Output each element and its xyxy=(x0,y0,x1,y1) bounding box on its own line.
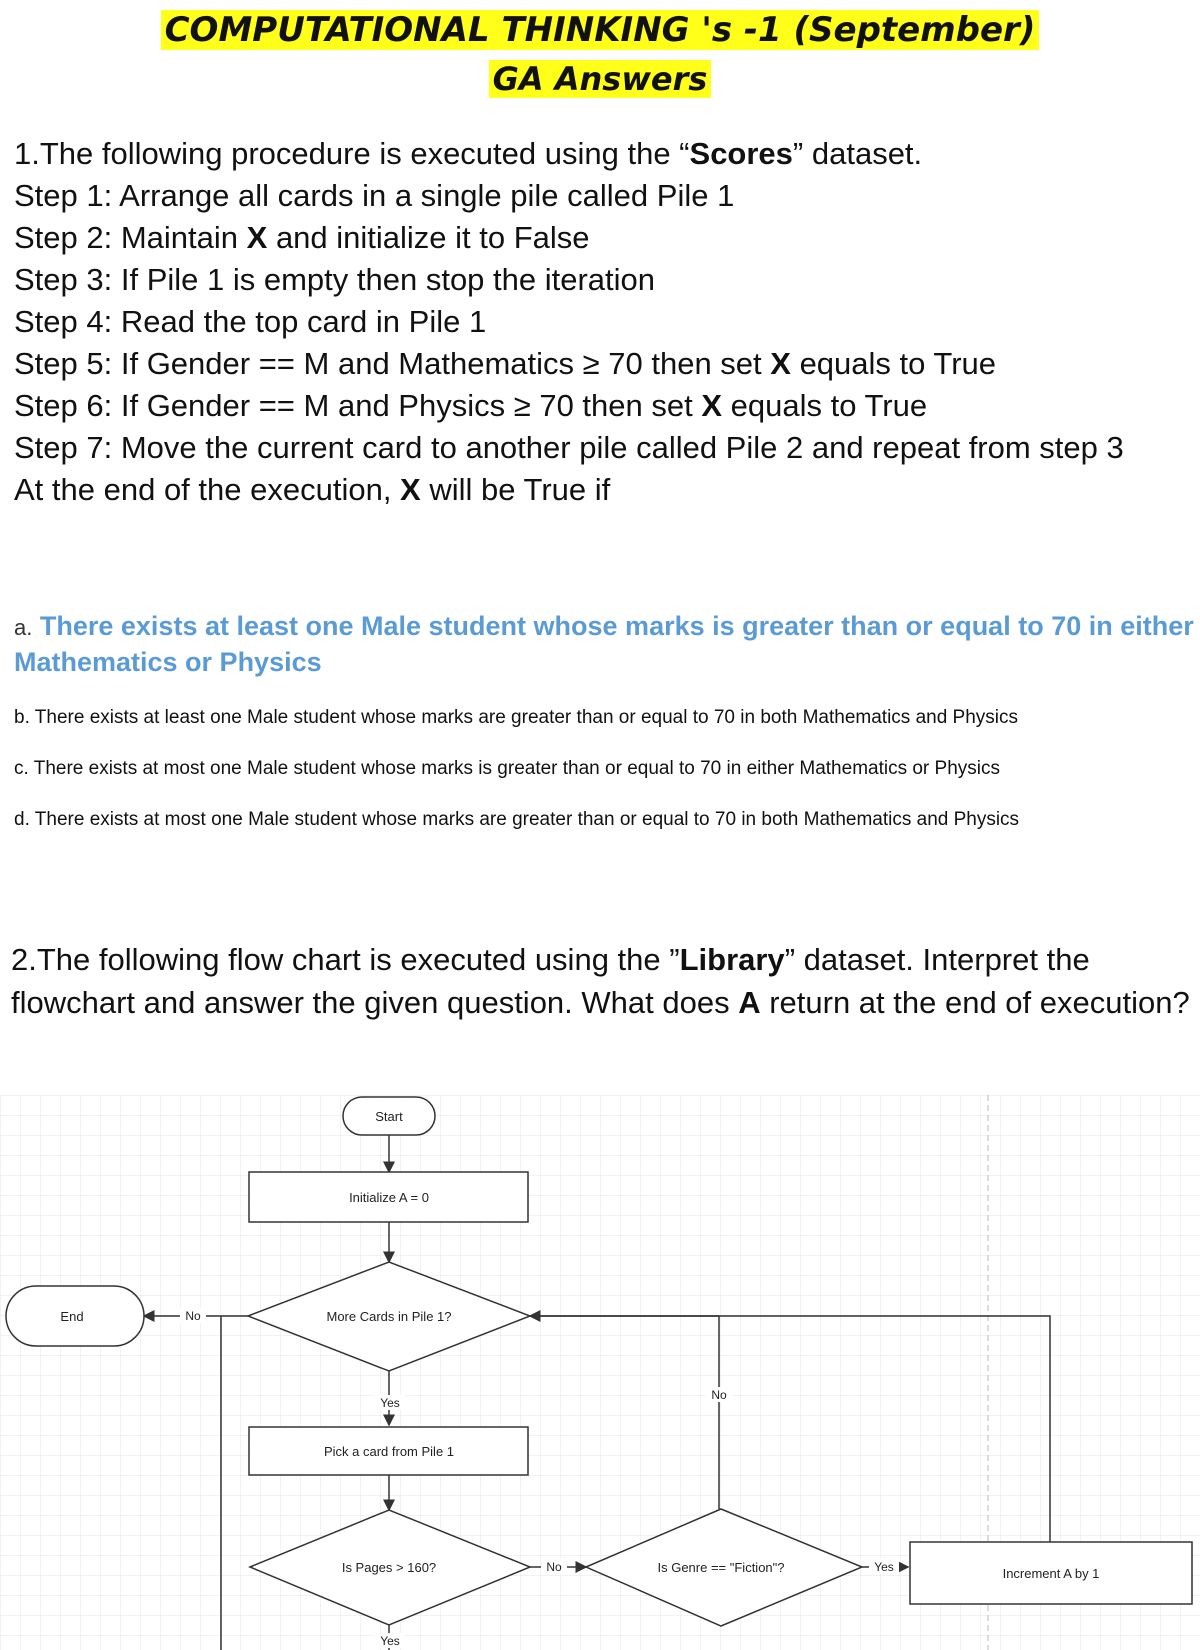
q1-end-condition xyxy=(14,469,1194,511)
yes-label-genre: Yes xyxy=(874,1560,894,1574)
q1-intro-pre: 1.The following procedure is executed using the “ xyxy=(14,136,690,171)
init-label: Initialize A = 0 xyxy=(349,1190,429,1205)
genre-label: Is Genre == "Fiction"? xyxy=(657,1560,785,1575)
pick-card-label: Pick a card from Pile 1 xyxy=(323,1444,455,1459)
q1-step-1: Step 1: Arrange all cards in a single pile called Pile 1 xyxy=(14,178,735,213)
q1-step-6-pre: Step 6: If Gender == M and Physics ≥ 70 then set xyxy=(14,388,702,423)
q1-step-5-var: X xyxy=(770,346,791,381)
q1-intro xyxy=(14,133,1194,175)
q1-option-b: b. There exists at least one Male student whose marks are greater than or equal to 70 in both Mathematics and Physics xyxy=(14,707,1019,728)
question-2 xyxy=(11,938,1191,1024)
q1-step-6-var: X xyxy=(701,388,723,423)
q2-post: return at the end of execution? xyxy=(760,985,1190,1020)
yes-label-pages: Yes xyxy=(380,1634,400,1648)
no-label-genre-loop: No xyxy=(711,1388,727,1402)
more-cards-label: More Cards in Pile 1? xyxy=(326,1309,452,1324)
document-subtitle xyxy=(0,60,1200,98)
q1-step-6 xyxy=(14,385,1194,427)
q1-end-pre: At the end of the execution, xyxy=(14,472,401,507)
subtitle-highlight: GA Answers xyxy=(489,60,712,98)
q1-step-2-pre: Step 2: Maintain xyxy=(14,220,247,255)
option-a-label: a. xyxy=(14,615,33,640)
q1-dataset-name: Scores xyxy=(689,136,793,171)
q1-step-6-post: equals to True xyxy=(722,388,928,423)
q1-step-7: Step 7: Move the current card to another pile called Pile 2 and repeat from step 3 xyxy=(14,430,1124,465)
no-label-end: No xyxy=(185,1309,201,1323)
no-label-pages: No xyxy=(546,1560,562,1574)
q1-end-post: will be True if xyxy=(420,472,611,507)
q1-option-c: c. There exists at most one Male student whose marks is greater than or equal to 70 in either Mathematics or Physics xyxy=(14,758,1000,779)
q1-step-5-post: equals to True xyxy=(790,346,997,381)
q1-step-2-post: and initialize it to False xyxy=(267,220,590,255)
flowchart xyxy=(0,1095,1200,1650)
q1-step-2-var: X xyxy=(246,220,268,255)
q2-dataset-name: Library xyxy=(679,942,785,977)
question-1 xyxy=(14,133,1194,511)
start-label: Start xyxy=(375,1109,403,1124)
q1-step-5 xyxy=(14,343,1194,385)
q1-option-d: d. There exists at most one Male student whose marks are greater than or equal to 70 in both Mathematics and Physics xyxy=(14,809,1020,830)
q1-intro-post: ” dataset. xyxy=(792,136,923,171)
option-a-text: There exists at least one Male student whose marks is greater than or equal to 70 in either Mathematics or Physics xyxy=(14,611,1194,677)
q2-pre: 2.The following flow chart is executed using the ” xyxy=(11,942,680,977)
q1-end-var: X xyxy=(400,472,421,507)
increment-label: Increment A by 1 xyxy=(1002,1566,1100,1581)
pages-label: Is Pages > 160? xyxy=(341,1560,437,1575)
q1-step-4: Step 4: Read the top card in Pile 1 xyxy=(14,304,487,339)
q2-mid: ” dataset. Interpret the flowchart and answer the given question. What does xyxy=(11,942,1090,1020)
q1-option-a-correct xyxy=(14,609,1194,680)
q1-step-3: Step 3: If Pile 1 is empty then stop the iteration xyxy=(14,262,656,297)
yes-label-pick: Yes xyxy=(380,1396,400,1410)
document-title xyxy=(0,10,1200,50)
title-highlight: COMPUTATIONAL THINKING 's -1 (September) xyxy=(161,10,1040,50)
q1-step-5-pre: Step 5: If Gender == M and Mathematics ≥ 70 then set xyxy=(14,346,771,381)
q2-variable: A xyxy=(738,985,761,1020)
q1-step-2 xyxy=(14,217,1194,259)
end-label: End xyxy=(60,1309,84,1324)
